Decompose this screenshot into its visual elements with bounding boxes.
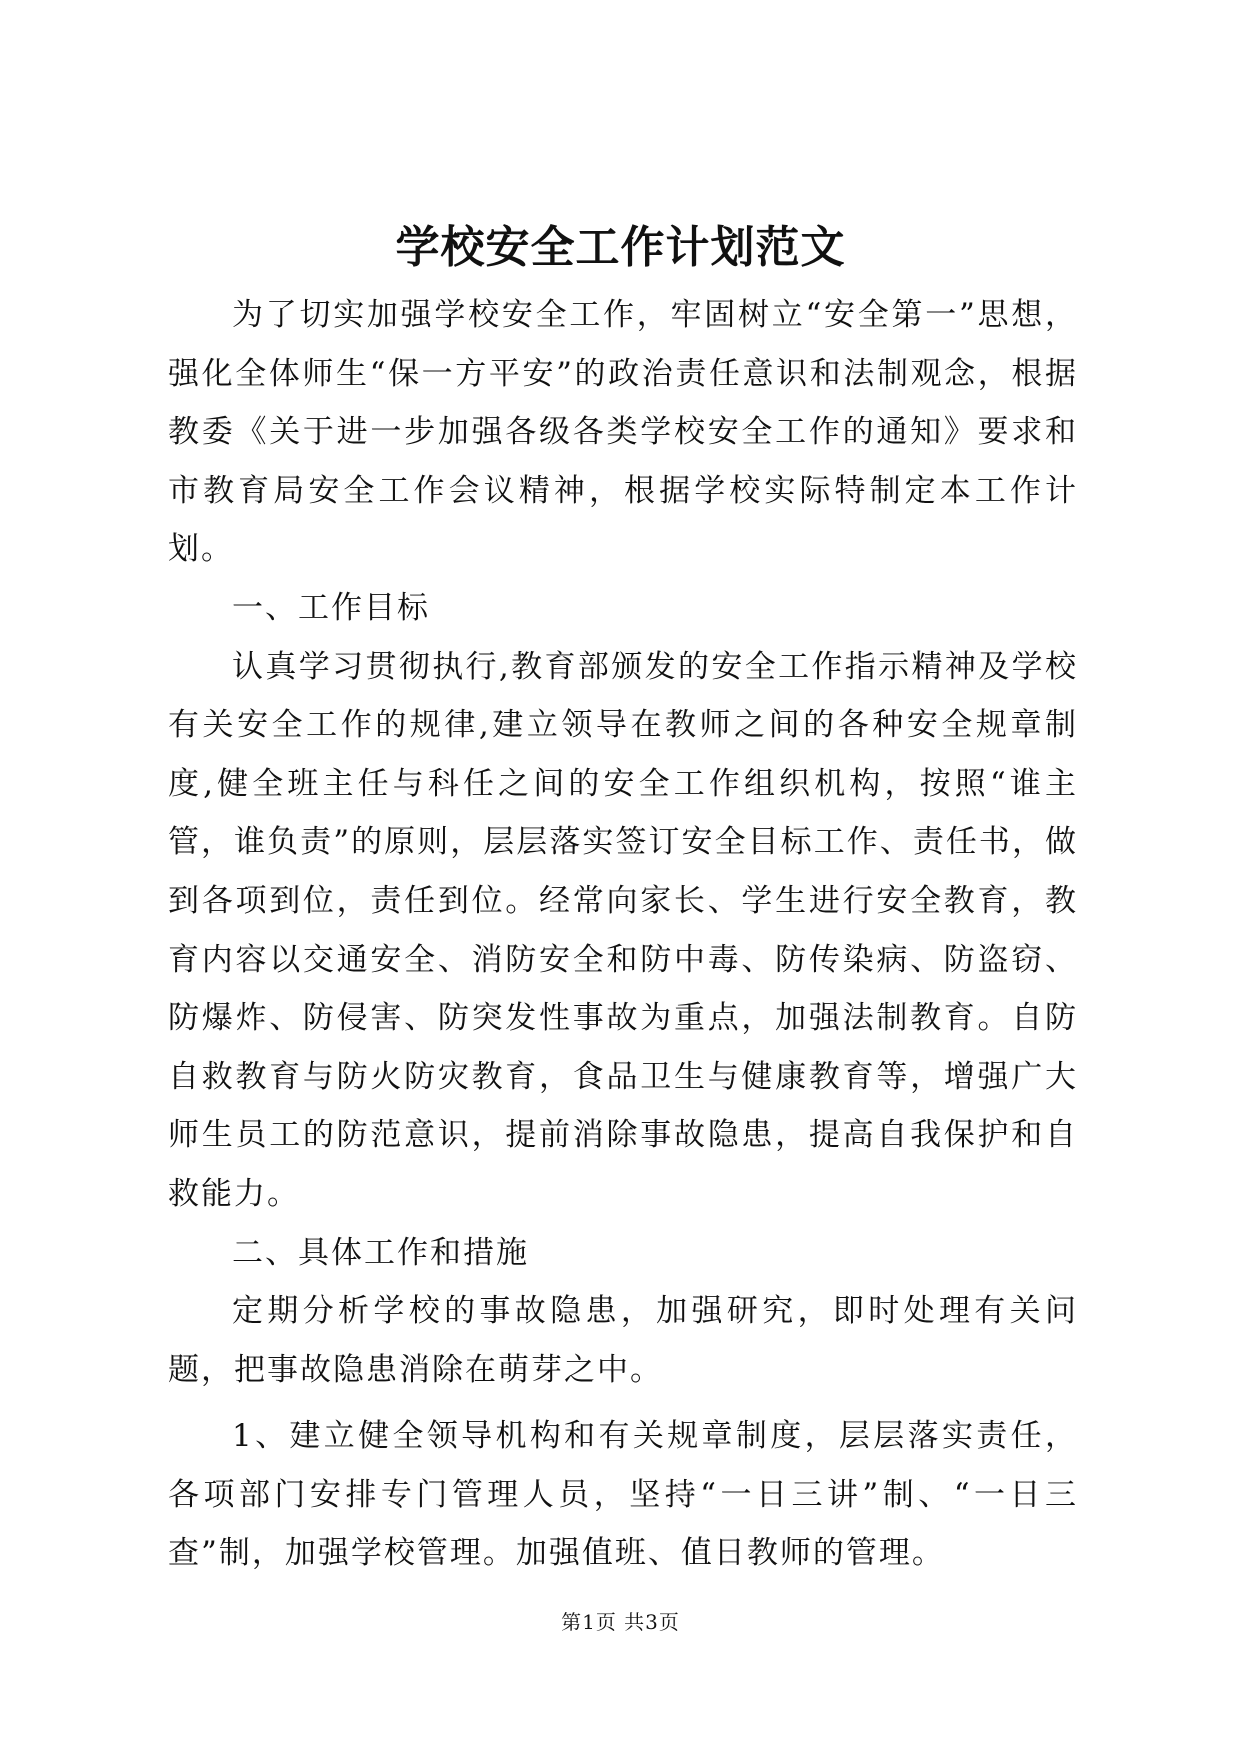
section-heading-goals: 一、工作目标 [232, 589, 430, 626]
paragraph-measure-1: 1、建立健全领导机构和有关规章制度，层层落实责任，各项部门安排专门管理人员，坚持“一日三讲”制、“一日三查”制，加强学校管理。加强值班、值日教师的管理。 [168, 1418, 1078, 1572]
paragraph-goals: 认真学习贯彻执行,教育部颁发的安全工作指示精神及学校有关安全工作的规律,建立领导在教师之间的各种安全规章制度,健全班主任与科任之间的安全工作组织机构，按照“谁主管，谁负责”的原则，层层落实签订安全目标工作、责任书，做到各项到位，责任到位。经常向家长、学生进行安全教育，教育内容以交通安全、消防安全和防中毒、防传染病、防盗窃、防爆炸、防侵害、防突发性事故为重点，加强法制教育。自防自救教育与防火防灾教育，食品卫生与健康教育等，增强广大师生员工的防范意识，提前消除事故隐患，提高自我保护和自救能力。 [168, 648, 1078, 1212]
paragraph-intro: 为了切实加强学校安全工作，牢固树立“安全第一”思想，强化全体师生“保一方平安”的政治责任意识和法制观念，根据教委《关于进一步加强各级各类学校安全工作的通知》要求和市教育局安全工作会议精神，根据学校实际特制定本工作计划。 [168, 297, 1078, 568]
document-title: 学校安全工作计划范文 [395, 222, 846, 273]
section-heading-measures: 二、具体工作和措施 [232, 1234, 529, 1271]
paragraph-measures-intro: 定期分析学校的事故隐患，加强研究，即时处理有关问题，把事故隐患消除在萌芽之中。 [168, 1293, 1078, 1388]
document-body [168, 286, 1078, 1583]
page-footer: 第1页 共3页 [561, 1610, 680, 1634]
